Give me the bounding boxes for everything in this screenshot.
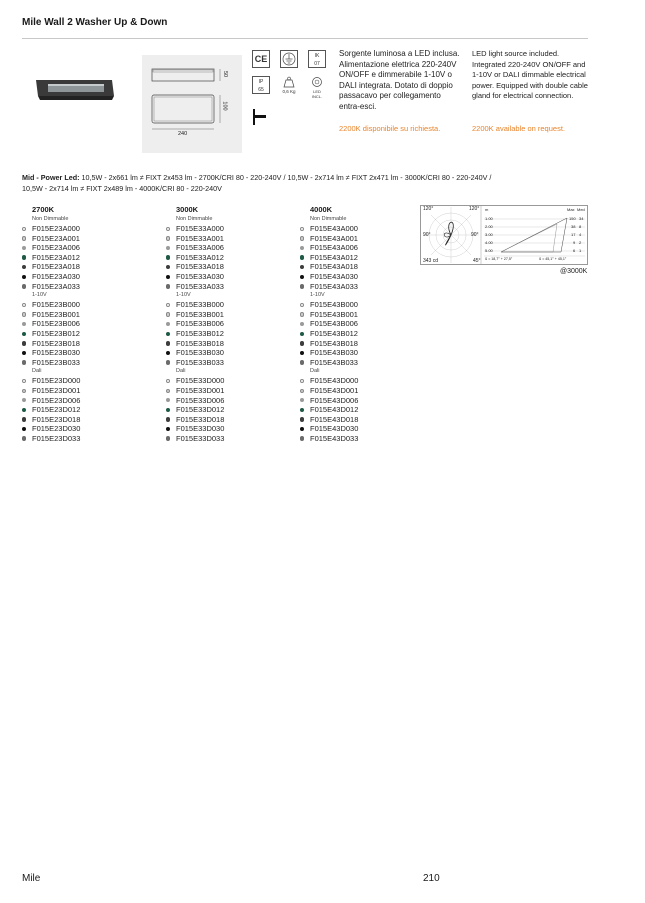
finish-dot [300,265,304,269]
finish-dot [22,275,26,279]
group-label: 1-10V [310,292,325,299]
finish-dot [166,398,170,402]
code-item: F015E43D001 [300,386,440,396]
ik-label: IK [314,53,320,59]
finish-dot [166,408,170,412]
table-med: 8 [579,224,582,229]
finish-dot [300,360,304,364]
code-item: F015E43A030 [300,272,440,282]
finish-dot [22,332,26,336]
table-med: 1 [579,248,582,253]
code-item: F015E23B000 [22,300,162,310]
code-item: F015E33B018 [166,339,306,349]
codes-column-3000k [166,204,306,443]
code-item: F015E23D033 [22,434,162,444]
code-item: F015E33A018 [166,262,306,272]
code-item: F015E43D018 [300,415,440,425]
code-item: F015E43A012 [300,253,440,263]
finish-dot [166,351,170,355]
code-item: F015E23D012 [22,405,162,415]
code-item: F015E43B030 [300,348,440,358]
specs-label: Mid - Power Led: [22,173,80,182]
codes-column-4000k [300,204,440,443]
finish-dot [22,227,26,231]
angle-90-left: 90° [423,232,431,238]
code-item: F015E43B006 [300,319,440,329]
group-label: Dali [310,368,320,375]
finish-dot [300,427,304,431]
code-item: F015E33D030 [166,424,306,434]
finish-dot [22,351,26,355]
finish-dot [166,303,170,307]
note-italian: 2200K disponibile su richiesta. [339,124,441,133]
code-item: F015E23A018 [22,262,162,272]
finish-dot [166,332,170,336]
table-distance: 3.00 [485,232,493,237]
weight-indicator [280,76,298,98]
note-english: 2200K available on request. [472,124,565,133]
code-item: F015E43A018 [300,262,440,272]
code-item: F015E23D001 [22,386,162,396]
finish-dot [166,417,170,421]
finish-dot [22,379,26,383]
code-item: F015E33B006 [166,319,306,329]
finish-dot [166,436,170,440]
code-item: F015E33D001 [166,386,306,396]
table-header-med: Med [577,207,585,212]
finish-dot [300,379,304,383]
finish-dot [166,341,170,345]
photometric-drawing [421,206,587,264]
finish-dot [22,322,26,326]
code-item: F015E33D000 [166,376,306,386]
finish-dot [300,303,304,307]
weight-value: 0,6 Kg [282,89,296,94]
code-item: F015E23D030 [22,424,162,434]
table-max: 9 [573,240,576,245]
finish-dot [22,360,26,364]
finish-dot [166,227,170,231]
table-distance: 5.00 [485,248,493,253]
page-title: Mile Wall 2 Washer Up & Down [22,17,168,28]
power-specs [22,173,602,194]
table-med: 34 [579,216,584,221]
table-distance: 1.00 [485,216,493,221]
dim-width: 240 [178,131,188,137]
footer-family-name: Mile [22,873,41,884]
dim-height-top: 50 [222,70,229,78]
group-label: Dali [176,368,186,375]
ce-mark: CE [252,50,270,68]
finish-dot [300,332,304,336]
finish-dot [300,284,304,288]
table-max: 17 [571,232,576,237]
header-divider [22,38,588,39]
finish-dot [22,408,26,412]
code-item: F015E23B006 [22,319,162,329]
finish-dot [22,417,26,421]
code-item: F015E33B030 [166,348,306,358]
finish-dot [300,417,304,421]
finish-dot [166,312,170,316]
code-item: F015E43A033 [300,282,440,292]
code-item: F015E33D006 [166,396,306,406]
code-item: F015E33A012 [166,253,306,263]
column-temp: 4000K [310,205,333,214]
code-item: F015E43D030 [300,424,440,434]
finish-dot [166,322,170,326]
code-item: F015E33B001 [166,310,306,320]
finish-dot [300,275,304,279]
specs-line-1: 10,5W - 2x661 lm ≠ FIXT 2x453 lm - 2700K/CRI 80 - 220-240V / 10,5W - 2x714 lm ≠ FIXT 2x471 lm - 3000K/CRI 80 - 220-240V / [79,173,492,182]
finish-dot [166,265,170,269]
group-label: 1-10V [32,292,47,299]
angle-120-right: 120° [469,206,480,212]
ip-value: 65 [258,87,264,93]
wall-mount-icon [252,108,268,126]
code-item: F015E43B000 [300,300,440,310]
finish-dot [22,303,26,307]
angle-90-right: 90° [471,232,479,238]
code-item: F015E23D018 [22,415,162,425]
dimension-diagram [142,55,242,153]
codes-column-2700k [22,204,162,443]
finish-dot [300,322,304,326]
intensity-label: 343 cd [423,258,439,264]
finish-dot [166,427,170,431]
code-item: F015E43B012 [300,329,440,339]
code-item: F015E23B033 [22,358,162,368]
finish-dot [22,436,26,440]
table-max: 38 [571,224,576,229]
page-number: 210 [423,873,440,884]
finish-dot [22,312,26,316]
finish-dot [166,246,170,250]
finish-dot [166,284,170,288]
product-image [34,74,116,101]
finish-dot [166,275,170,279]
angle-120-left: 120° [423,206,434,212]
code-item: F015E43A006 [300,243,440,253]
finish-dot [22,389,26,393]
angle-45: 45° [473,258,481,264]
code-item: F015E23B012 [22,329,162,339]
code-item: F015E43D000 [300,376,440,386]
finish-dot [300,389,304,393]
group-label: Non Dimmable [32,216,69,222]
finish-dot [22,265,26,269]
specs-line-2: 10,5W - 2x714 lm ≠ FIXT 2x489 lm - 4000K/CRI 80 - 220-240V [22,183,222,193]
code-item: F015E23A001 [22,234,162,244]
finish-dot [22,398,26,402]
code-item: F015E43D006 [300,396,440,406]
code-item: F015E33B033 [166,358,306,368]
ip-label: IP [258,79,264,85]
code-item: F015E23A000 [22,224,162,234]
code-item: F015E23B018 [22,339,162,349]
finish-dot [300,408,304,412]
table-med: 4 [579,232,582,237]
table-max: 150 [569,216,576,221]
group-label: Non Dimmable [310,216,347,222]
finish-dot [166,379,170,383]
led-incl-label: LED INCL. [311,89,323,99]
certification-symbols [250,50,332,104]
code-item: F015E43D033 [300,434,440,444]
ik-value: 07 [314,61,320,67]
code-item: F015E33B000 [166,300,306,310]
led-bulb-icon [311,76,323,88]
finish-dot [300,227,304,231]
column-temp: 2700K [32,205,55,214]
finish-dot [166,236,170,240]
table-max: 6 [573,248,576,253]
code-item: F015E43B001 [300,310,440,320]
code-item: F015E33D012 [166,405,306,415]
finish-dot [300,398,304,402]
finish-dot [300,246,304,250]
code-item: F015E43B033 [300,358,440,368]
column-temp: 3000K [176,205,199,214]
beam-angle-b: ß = 45,1° + 45,1° [539,257,567,261]
table-header-max: Max [567,207,575,212]
finish-dot [22,427,26,431]
code-item: F015E33A006 [166,243,306,253]
code-item: F015E23D000 [22,376,162,386]
beam-angle-a: ß = 18,7° + 27,5° [485,257,513,261]
description-english: LED light source included. Integrated 220-240V ON/OFF and 1-10V or DALI dimmable electrical power. Equipped with double cable gland for electrical connection. [472,49,588,101]
code-item: F015E33A033 [166,282,306,292]
code-item: F015E33A000 [166,224,306,234]
code-item: F015E43A000 [300,224,440,234]
code-item: F015E33B012 [166,329,306,339]
code-item: F015E23B030 [22,348,162,358]
finish-dot [22,246,26,250]
photometric-chart [420,205,588,265]
code-item: F015E33A030 [166,272,306,282]
finish-dot [300,436,304,440]
ik-rating [308,50,326,68]
code-item: F015E43A001 [300,234,440,244]
group-label: Non Dimmable [176,216,213,222]
finish-dot [300,236,304,240]
code-item: F015E33D018 [166,415,306,425]
code-item: F015E23A006 [22,243,162,253]
finish-dot [22,284,26,288]
led-included [308,76,326,98]
ip-rating [252,76,270,94]
finish-dot [166,389,170,393]
finish-dot [300,312,304,316]
finish-dot [22,341,26,345]
chart-caption: @3000K [560,268,588,275]
table-distance: 4.00 [485,240,493,245]
ground-symbol-icon [280,50,298,68]
code-item: F015E23A012 [22,253,162,263]
code-item: F015E23A033 [22,282,162,292]
dim-height-side: 100 [221,101,228,111]
table-med: 2 [579,240,582,245]
code-item: F015E43B018 [300,339,440,349]
code-item: F015E23D006 [22,396,162,406]
finish-dot [166,360,170,364]
group-label: Dali [32,368,42,375]
description-italian: Sorgente luminosa a LED inclusa. Alimentazione elettrica 220-240V ON/OFF e dimmerabile 1-10V o DALI integrata. Dotato di doppio passacavo per collegamento entra-esci. [339,49,460,111]
code-item: F015E33D033 [166,434,306,444]
table-distance: 2.00 [485,224,493,229]
code-item: F015E43D012 [300,405,440,415]
weight-icon [283,76,295,88]
finish-dot [22,255,26,259]
table-header-m: m [485,207,489,212]
code-item: F015E23A030 [22,272,162,282]
finish-dot [166,255,170,259]
finish-dot [300,351,304,355]
code-item: F015E23B001 [22,310,162,320]
group-label: 1-10V [176,292,191,299]
code-item: F015E33A001 [166,234,306,244]
finish-dot [300,341,304,345]
finish-dot [300,255,304,259]
finish-dot [22,236,26,240]
